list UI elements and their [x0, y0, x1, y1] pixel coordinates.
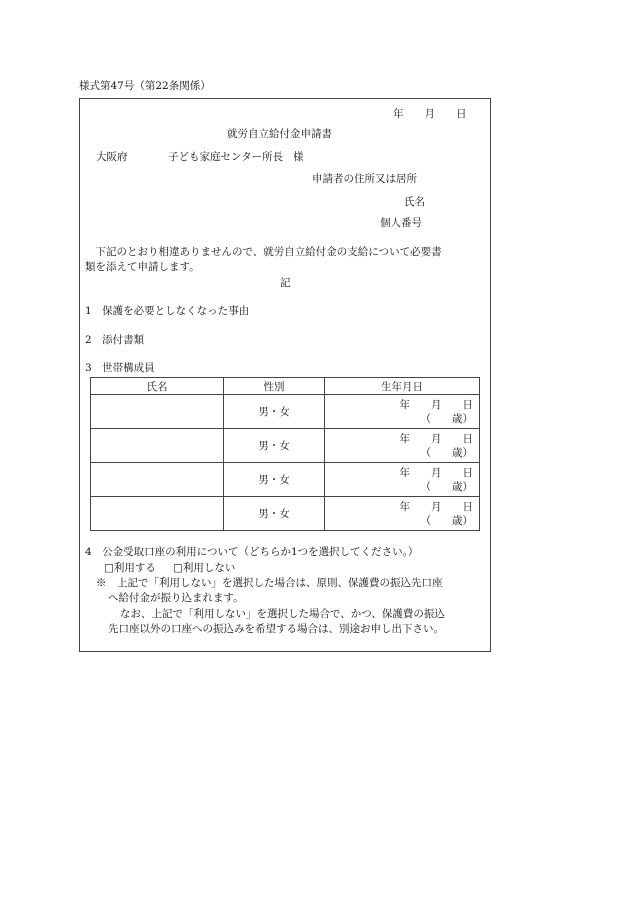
member-name-cell[interactable]: [91, 429, 224, 463]
member-sex-cell[interactable]: 男・女: [224, 429, 325, 463]
note-1-line2: へ給付金が振り込まれます。: [108, 592, 244, 604]
date-line: 年 月 日: [393, 108, 467, 120]
addressee-honorific: 様: [293, 151, 304, 163]
member-name-cell[interactable]: [91, 497, 224, 531]
birthdate-ymd: 年 月 日: [399, 399, 473, 411]
birthdate-age: （ 歳）: [420, 413, 473, 425]
table-header-row: [91, 378, 480, 395]
member-birthdate-cell[interactable]: [325, 463, 480, 497]
member-name-cell[interactable]: [91, 463, 224, 497]
option-not-use[interactable]: [173, 562, 235, 575]
form-number: 様式第47号（第22条関係）: [79, 80, 211, 92]
table-row: [91, 429, 480, 463]
birthdate-ymd: 年 月 日: [399, 501, 473, 513]
checkbox-icon[interactable]: □: [104, 562, 114, 574]
table-row: [91, 395, 480, 429]
household-members-table: [90, 377, 480, 531]
body-text-line2: 類を添えて申請します。: [85, 261, 200, 273]
header-birthdate: 生年月日: [325, 378, 480, 395]
member-birthdate-cell[interactable]: [325, 395, 480, 429]
ki-heading: 記: [280, 277, 291, 289]
birthdate-ymd: 年 月 日: [399, 433, 473, 445]
applicant-id-label: 個人番号: [380, 217, 422, 229]
member-birthdate-cell[interactable]: [325, 429, 480, 463]
header-sex: 性別: [224, 378, 325, 395]
header-name: 氏名: [91, 378, 224, 395]
birthdate-age: （ 歳）: [420, 515, 473, 527]
note-2-line2: 先口座以外の口座への振込みを希望する場合は、別途お申し出下さい。: [108, 623, 444, 635]
birthdate-ymd: 年 月 日: [399, 467, 473, 479]
member-birthdate-cell[interactable]: [325, 497, 480, 531]
body-text-line1: 下記のとおり相違ありませんので、就労自立給付金の支給について必要書: [85, 246, 442, 258]
addressee-prefecture: 大阪府: [96, 151, 128, 163]
note-2-line1: なお、上記で「利用しない」を選択した場合で、かつ、保護費の振込: [120, 608, 445, 620]
member-sex-cell[interactable]: 男・女: [224, 395, 325, 429]
item-3-household: 3 世帯構成員: [85, 362, 155, 374]
birthdate-age: （ 歳）: [420, 481, 473, 493]
birthdate-age: （ 歳）: [420, 447, 473, 459]
option-use[interactable]: [104, 562, 156, 575]
table-row: [91, 497, 480, 531]
item-1-reason: 1 保護を必要としなくなった事由: [85, 305, 250, 317]
item-4-public-account: 4 公金受取口座の利用について（どちらか1つを選択してください。）: [85, 546, 419, 558]
applicant-name-label: 氏名: [404, 196, 425, 208]
member-sex-cell[interactable]: 男・女: [224, 463, 325, 497]
form-title: 就労自立給付金申請書: [227, 128, 332, 140]
table-row: [91, 463, 480, 497]
applicant-address-label: 申請者の住所又は居所: [312, 173, 417, 185]
option-use-label: 利用する: [113, 562, 156, 574]
member-sex-cell[interactable]: 男・女: [224, 497, 325, 531]
checkbox-icon[interactable]: □: [173, 562, 183, 574]
addressee-office: 子ども家庭センター所長: [168, 151, 284, 163]
member-name-cell[interactable]: [91, 395, 224, 429]
item-2-attachments: 2 添付書類: [85, 334, 145, 346]
note-1-line1: ※ 上記で「利用しない」を選択した場合は、原則、保護費の振込先口座: [96, 577, 443, 589]
option-not-use-label: 利用しない: [182, 562, 236, 574]
